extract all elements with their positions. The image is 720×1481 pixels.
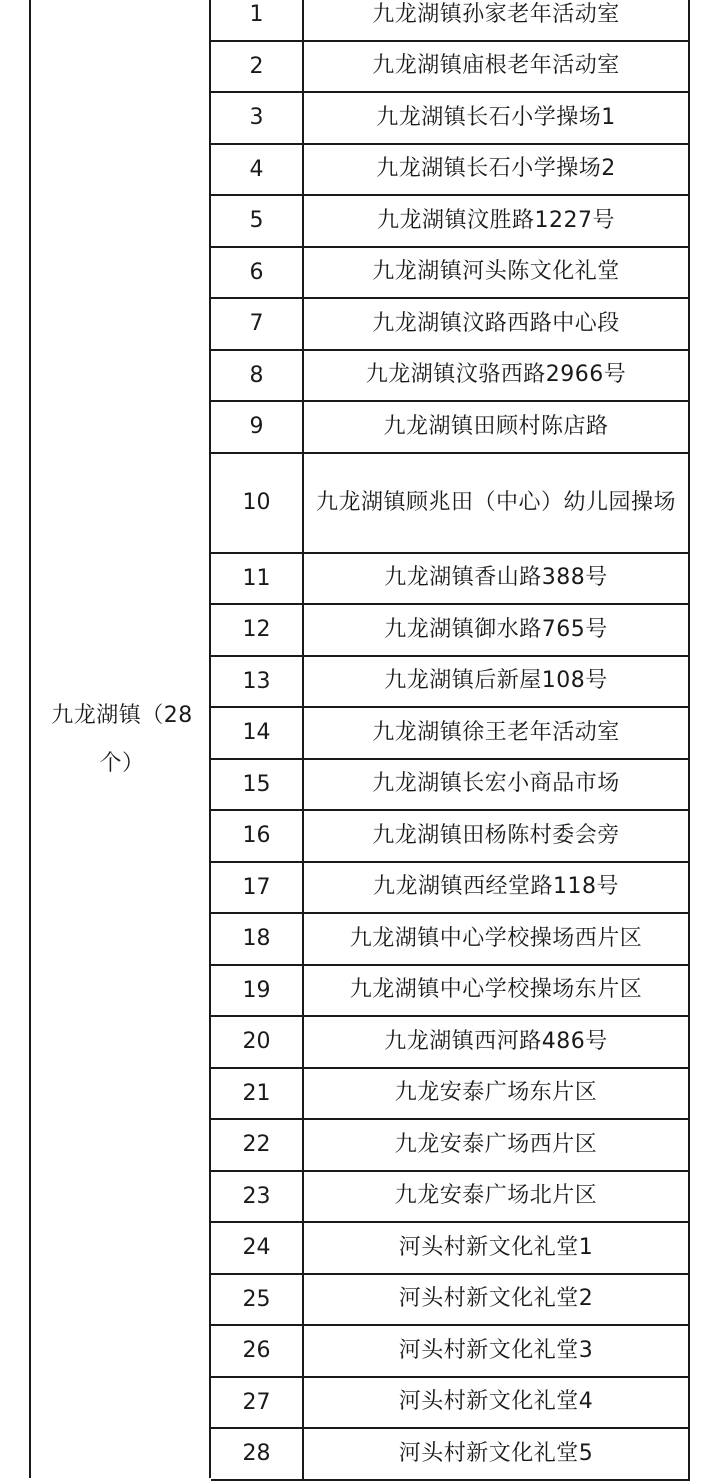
row-location: 九龙湖镇长石小学操场1 (376, 104, 616, 130)
row-location: 九龙湖镇顾兆田（中心）幼儿园操场 (315, 489, 676, 515)
row-location: 九龙湖镇庙根老年活动室 (372, 53, 620, 79)
row-number: 10 (211, 454, 304, 552)
row-number: 20 (211, 1017, 304, 1067)
table-row (211, 42, 690, 94)
row-number: 26 (211, 1326, 304, 1376)
table-row (211, 1120, 690, 1172)
row-location: 河头村新文化礼堂3 (398, 1337, 594, 1363)
row-number: 4 (211, 145, 304, 195)
row-number: 15 (211, 760, 304, 810)
table-row (211, 811, 690, 863)
row-number: 12 (211, 605, 304, 655)
table-row (211, 248, 690, 300)
row-number: 21 (211, 1069, 304, 1119)
row-number: 19 (211, 966, 304, 1016)
table-row (211, 914, 690, 966)
row-number: 17 (211, 863, 304, 913)
row-location: 九龙湖镇御水路765号 (384, 616, 608, 642)
row-number: 25 (211, 1275, 304, 1325)
table-row (211, 760, 690, 812)
table-row (211, 145, 690, 197)
row-location: 九龙湖镇汶骆西路2966号 (365, 362, 627, 388)
row-location: 九龙安泰广场西片区 (394, 1131, 598, 1157)
table-row (211, 1378, 690, 1430)
row-number: 28 (211, 1429, 304, 1479)
table-row (211, 1326, 690, 1378)
district-label: 九龙湖镇（28个） (51, 703, 193, 776)
table-row (211, 0, 690, 42)
table-row (211, 657, 690, 709)
table-row (211, 605, 690, 657)
row-location: 九龙湖镇中心学校操场西片区 (349, 925, 643, 951)
row-number: 8 (211, 351, 304, 401)
row-location: 九龙湖镇汶胜路1227号 (377, 207, 615, 233)
row-number: 13 (211, 657, 304, 707)
table-row (211, 708, 690, 760)
row-location: 河头村新文化礼堂5 (398, 1440, 594, 1466)
row-number: 24 (211, 1223, 304, 1273)
row-location: 九龙湖镇田杨陈村委会旁 (372, 822, 620, 848)
table-row (211, 966, 690, 1018)
row-location: 九龙安泰广场北片区 (394, 1183, 598, 1209)
table-row (211, 93, 690, 145)
table-row (211, 299, 690, 351)
table-row (211, 402, 690, 454)
row-number: 5 (211, 196, 304, 246)
row-location: 九龙湖镇长宏小商品市场 (372, 771, 620, 797)
table-row (211, 1223, 690, 1275)
row-location: 九龙湖镇徐王老年活动室 (372, 719, 620, 745)
row-number: 3 (211, 93, 304, 143)
table-row (211, 454, 690, 554)
row-location: 九龙湖镇汶路西路中心段 (372, 310, 620, 336)
row-location: 九龙湖镇西河路486号 (384, 1028, 608, 1054)
table-row (211, 863, 690, 915)
row-location: 九龙湖镇孙家老年活动室 (372, 1, 620, 27)
row-number: 16 (211, 811, 304, 861)
row-number: 18 (211, 914, 304, 964)
row-location: 九龙湖镇西经堂路118号 (373, 874, 619, 900)
row-location: 九龙湖镇田顾村陈店路 (383, 413, 609, 439)
row-location: 九龙湖镇长石小学操场2 (376, 156, 616, 182)
table-row (211, 1069, 690, 1121)
row-location: 河头村新文化礼堂2 (398, 1286, 594, 1312)
district-column (29, 0, 211, 1478)
row-location: 九龙安泰广场东片区 (394, 1080, 598, 1106)
row-location: 河头村新文化礼堂1 (398, 1234, 594, 1260)
table-row (211, 196, 690, 248)
row-location: 九龙湖镇后新屋108号 (384, 668, 608, 694)
row-location: 九龙湖镇中心学校操场东片区 (349, 977, 643, 1003)
table-row (211, 351, 690, 403)
row-number: 7 (211, 299, 304, 349)
row-number: 1 (211, 0, 304, 40)
table-row (211, 1275, 690, 1327)
table-row (211, 554, 690, 606)
row-location: 九龙湖镇香山路388号 (384, 565, 608, 591)
row-number: 2 (211, 42, 304, 92)
location-table (211, 0, 690, 1481)
row-number: 6 (211, 248, 304, 298)
row-number: 27 (211, 1378, 304, 1428)
row-location: 九龙湖镇河头陈文化礼堂 (372, 259, 620, 285)
row-number: 22 (211, 1120, 304, 1170)
row-location: 河头村新文化礼堂4 (398, 1389, 594, 1415)
table-row (211, 1429, 690, 1481)
row-number: 9 (211, 402, 304, 452)
table-row (211, 1172, 690, 1224)
row-number: 23 (211, 1172, 304, 1222)
table-row (211, 1017, 690, 1069)
row-number: 14 (211, 708, 304, 758)
row-number: 11 (211, 554, 304, 604)
